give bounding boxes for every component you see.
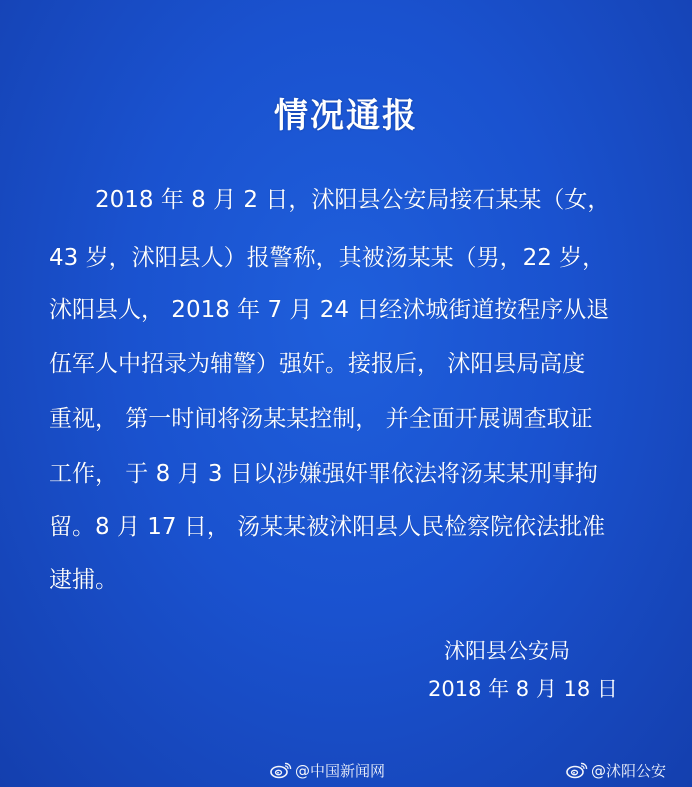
watermark-shuyang-police [566, 758, 666, 782]
watermark-chinanews [270, 758, 385, 782]
watermark-text: @沭阳公安 [591, 761, 667, 780]
notice-body-line: 工作， 于 8 月 3 日以涉嫌强奸罪依法将汤某某刑事拘 [49, 461, 598, 487]
signature-org: 沭阳县公安局 [444, 639, 570, 663]
notice-body-line: 沭阳县人， 2018 年 7 月 24 日经沭城街道按程序从退 [49, 297, 610, 323]
weibo-icon [270, 761, 292, 779]
notice-body-line: 伍军人中招录为辅警）强奸。接报后， 沭阳县局高度 [49, 351, 586, 377]
signature-date: 2018 年 8 月 18 日 [428, 677, 618, 701]
notice-body-line: 留。8 月 17 日， 汤某某被沭阳县人民检察院依法批准 [49, 514, 606, 540]
notice-body-line: 43 岁，沭阳县人）报警称，其被汤某某（男，22 岁， [49, 245, 606, 271]
notice-body-line: 2018 年 8 月 2 日，沭阳县公安局接石某某（女， [95, 187, 611, 213]
notice-body-line: 重视， 第一时间将汤某某控制， 并全面开展调查取证 [49, 406, 593, 432]
notice-body-line: 逮捕。 [49, 567, 118, 593]
notice-title: 情况通报 [274, 96, 418, 136]
weibo-icon [566, 761, 588, 779]
watermark-text: @中国新闻网 [295, 761, 386, 780]
